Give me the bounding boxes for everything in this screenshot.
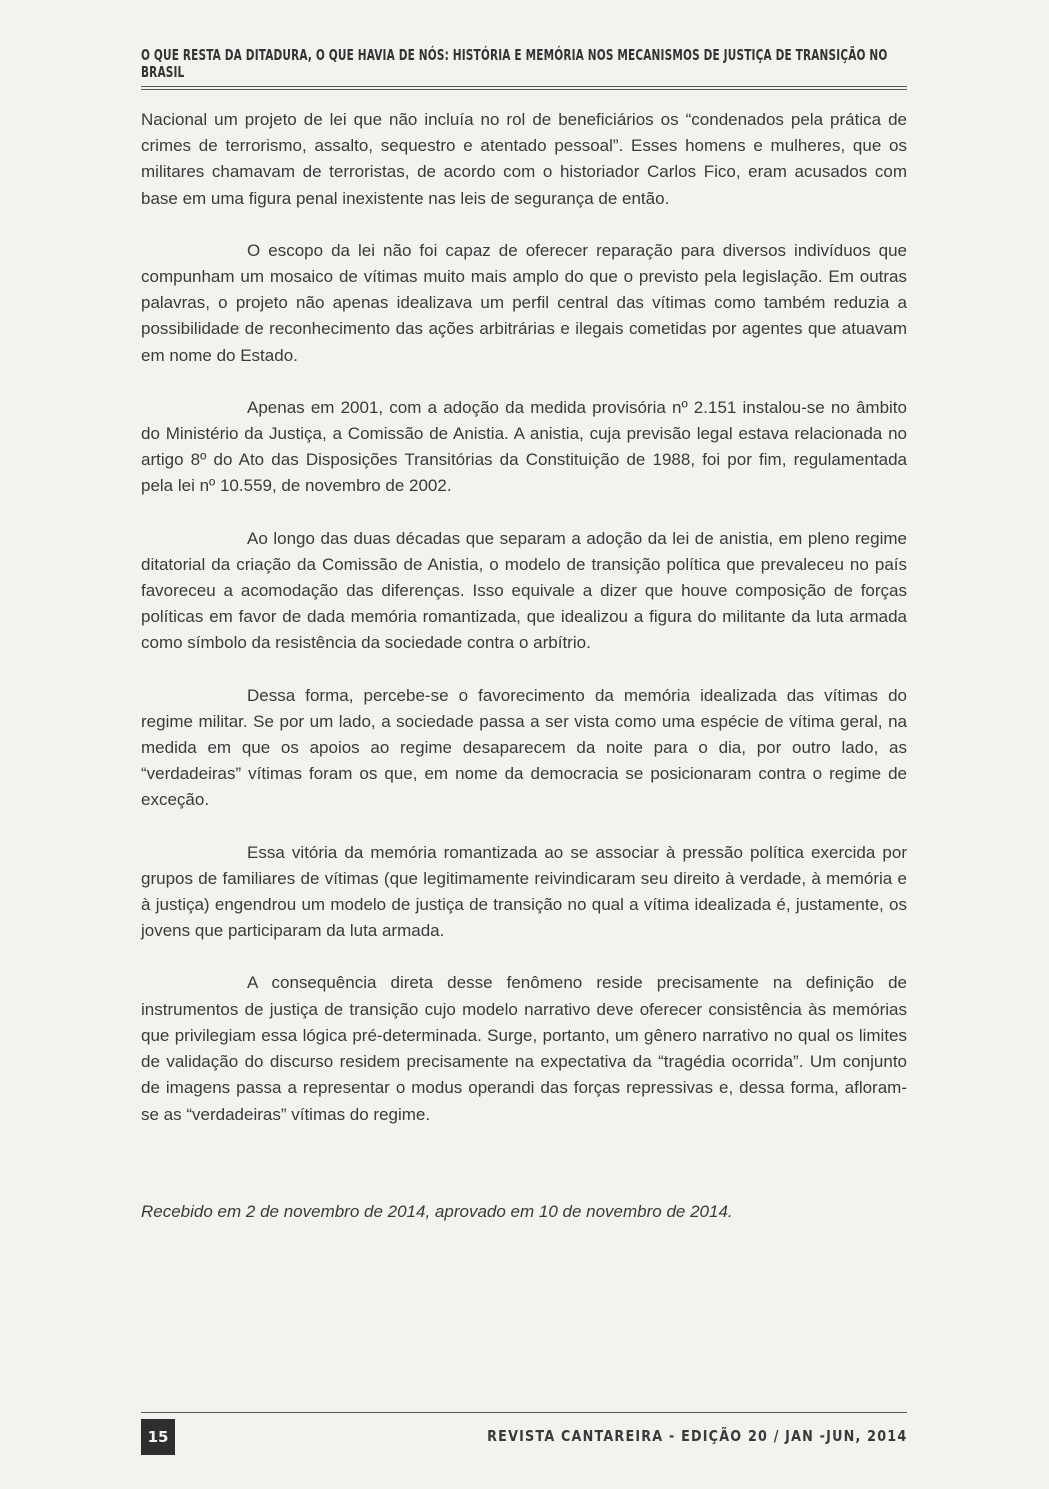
paragraph-5: Dessa forma, percebe-se o favorecimento da memória idealizada das vítimas do regime militar. Se por um lado, a sociedade passa a ser vista como uma espécie de vítima geral, na medida em que os apoios ao regime desaparecem da noite para o dia, por outro lado, as “verdadeiras” vítimas foram os que, em nome da democracia se posicionaram contra o regime de exceção. — [141, 685, 907, 810]
header-divider-secondary — [141, 89, 907, 90]
page-number: 15 — [141, 1419, 175, 1455]
journal-footer: REVISTA CANTAREIRA - EDIÇÃO 20 / JAN -JUN, 2014 — [486, 1427, 907, 1445]
footer-divider — [141, 1412, 907, 1413]
paragraph-6: Essa vitória da memória romantizada ao se associar à pressão política exercida por grupos de familiares de vítimas (que legitimamente reivindicaram seu direito à verdade, à memória e à justiça) engendrou um modelo de justiça de transição no qual a vítima idealizada é, justamente, os jovens que participaram da luta armada. — [141, 842, 907, 941]
paragraph-7: A consequência direta desse fenômeno reside precisamente na definição de instrumentos de justiça de transição cujo modelo narrativo deve oferecer consistência às memórias que privilegiam essa lógica pré-determinada. Surge, portanto, um gênero narrativo no qual os limites de validação do discurso residem precisamente na expectativa da “tragédia ocorrida”. Um conjunto de imagens passa a representar o modus operandi das forças repressivas e, dessa forma, afloram-se as “verdadeiras” vítimas do regime. — [141, 973, 907, 1124]
header-divider — [141, 86, 907, 87]
received-note: Recebido em 2 de novembro de 2014, aprovado em 10 de novembro de 2014. — [141, 1202, 733, 1221]
running-header-title: O QUE RESTA DA DITADURA, O QUE HAVIA DE NÓS: HISTÓRIA E MEMÓRIA NOS MECANISMOS DE JUSTIÇA DE TRANSIÇÃO NO BRASIL — [141, 46, 888, 81]
running-header — [141, 47, 907, 81]
paragraph-4: Ao longo das duas décadas que separam a adoção da lei de anistia, em pleno regime ditatorial da criação da Comissão de Anistia, o modelo de transição política que prevaleceu no país favoreceu a acomodação das diferenças. Isso equivale a dizer que houve composição de forças políticas em favor de dada memória romantizada, que idealizou a figura do militante da luta armada como símbolo da resistência da sociedade contra o arbítrio. — [141, 528, 907, 653]
paragraph-2: O escopo da lei não foi capaz de oferecer reparação para diversos indivíduos que compunham um mosaico de vítimas muito mais amplo do que o previsto pela legislação. Em outras palavras, o projeto não apenas idealizava um perfil central das vítimas como também reduzia a possibilidade de reconhecimento das ações arbitrárias e ilegais cometidas por agentes que atuavam em nome do Estado. — [141, 240, 907, 365]
paragraph-1: Nacional um projeto de lei que não incluía no rol de beneficiários os “condenados pela prática de crimes de terrorismo, assalto, sequestro e atentado pessoal”. Esses homens e mulheres, que os militares chamavam de terroristas, de acordo com o historiador Carlos Fico, eram acusados com base em uma figura penal inexistente nas leis de segurança de então. — [141, 110, 907, 208]
article-body — [141, 107, 907, 1154]
paragraph-3: Apenas em 2001, com a adoção da medida provisória nº 2.151 instalou-se no âmbito do Ministério da Justiça, a Comissão de Anistia. A anistia, cuja previsão legal estava relacionada no artigo 8º do Ato das Disposições Transitórias da Constituição de 1988, foi por fim, regulamentada pela lei nº 10.559, de novembro de 2002. — [141, 397, 907, 496]
